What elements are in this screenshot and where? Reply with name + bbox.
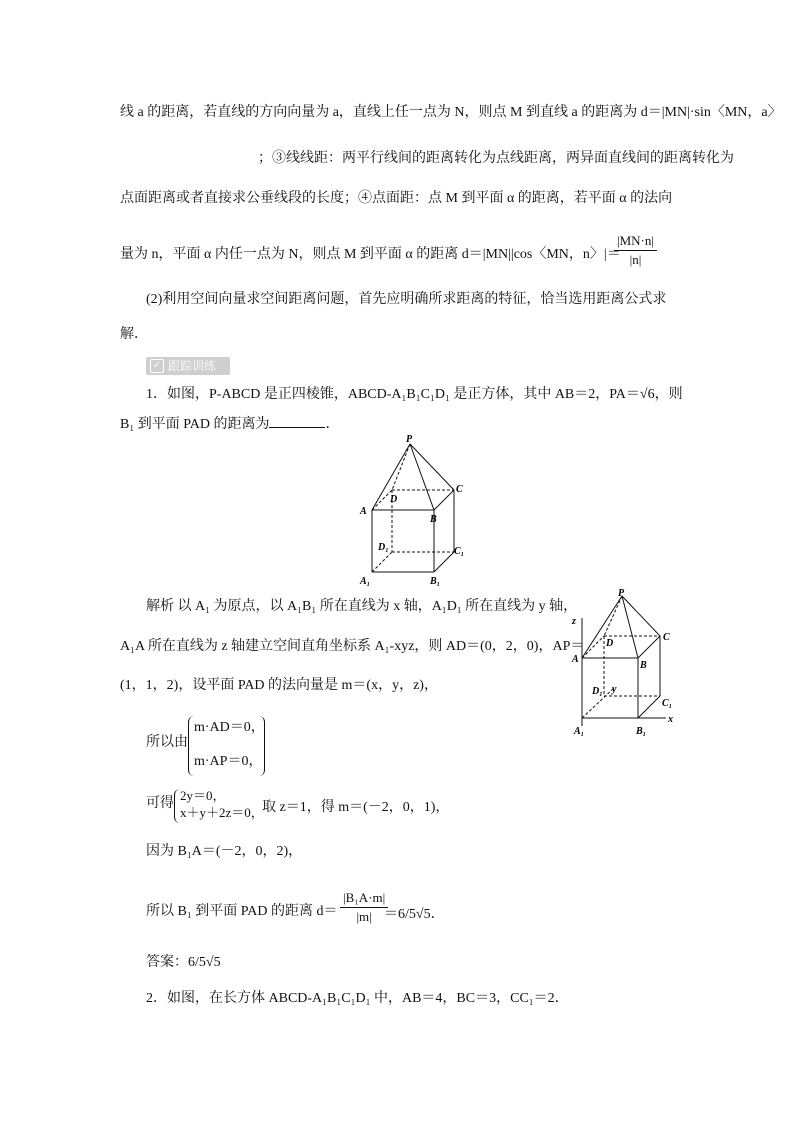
solution-line-1: 解析 以 A₁ 为原点，以 A₁B₁ 所在直线为 x 轴，A₁D₁ 所在直线为 y 轴， [146, 599, 578, 614]
fig2-label-D: D [606, 638, 614, 649]
figure-2 [570, 588, 680, 738]
fig1-label-D1: D₁ [378, 542, 389, 553]
answer-line [146, 953, 221, 973]
fig2-label-y: y [612, 684, 617, 695]
fig1-label-A: A [360, 506, 367, 517]
fig2-label-B1: B₁ [636, 726, 647, 737]
fig1-label-A1: A₁ [360, 576, 371, 587]
fig1-label-B1: B₁ [430, 576, 441, 587]
tracking-practice-badge [146, 357, 230, 375]
system-1-eq-2: m·AP＝0， [194, 754, 263, 769]
problem-1-text: B₁ 到平面 PAD 的距离为 [120, 417, 270, 432]
paragraph-2-line-1: (2)利用空间向量求空间距离问题，首先应明确所求距离的特征，恰当选用距离公式求 [146, 292, 667, 307]
fig2-label-B: B [640, 660, 647, 671]
problem-2-line: 2．如图，在长方体 ABCD-A₁B₁C₁D₁ 中，AB＝4，BC＝3，CC₁＝2． [146, 991, 569, 1006]
text-line-1: 线 a 的距离，若直线的方向向量为 a，直线上任一点为 N，则点 M 到直线 a 的距离为 d＝|MN|·sin〈MN，a〉 [120, 105, 782, 120]
text-line-3: 点面距离或者直接求公垂线段的长度；④点面距：点 M 到平面 α 的距离，若平面 α 的法向 [120, 191, 673, 206]
fig2-label-x: x [668, 714, 673, 725]
fig1-label-C1: C₁ [454, 546, 465, 557]
answer-value: 6/5√5 [188, 955, 221, 970]
text-line-4: 量为 n，平面 α 内任一点为 N，则点 M 到平面 α 的距离 d＝|MN||cos〈MN，n〉|＝ [120, 247, 621, 262]
fig2-label-D1: D₁ [592, 686, 603, 697]
problem-1-line-1: 1．如图，P-ABCD 是正四棱锥，ABCD-A₁B₁C₁D₁ 是正方体，其中 AB＝2，PA＝√6，则 [146, 387, 683, 402]
fig1-label-P: P [406, 434, 413, 445]
distance-line-prefix: 所以 B₁ 到平面 PAD 的距离 d＝ [146, 904, 338, 919]
text-line-2: ；③线线距：两平行线间的距离转化为点线距离，两异面直线间的距离转化为 [258, 151, 734, 166]
distance-result: ＝6/5√5． [384, 907, 445, 922]
paragraph-2-line-2: 解． [120, 327, 148, 342]
fraction-numerator: |MN·n| [614, 232, 657, 251]
fig1-label-D: D [390, 494, 398, 505]
fig2-label-P: P [618, 588, 625, 599]
problem-1-line-2: B₁ 到平面 PAD 的距离为 ． [120, 413, 339, 435]
fig1-label-C: C [456, 484, 463, 495]
fig2-label-z: z [572, 616, 576, 627]
fig2-label-A: A [572, 654, 579, 665]
fig2-label-A1: A₁ [574, 726, 585, 737]
badge-label: 跟踪训练 [168, 359, 217, 373]
solution-line-3: (1，1，2)，设平面 PAD 的法向量是 m＝(x，y，z)， [120, 678, 438, 693]
so-by-label: 所以由 [146, 735, 188, 750]
distance-formula-fraction [614, 232, 657, 269]
figure-1 [350, 432, 470, 592]
can-get-label: 可得 [146, 796, 174, 811]
system-2-eq-1: 2y＝0， [180, 788, 226, 803]
system-1-eq-1: m·AD＝0， [194, 720, 265, 735]
take-z-text: 取 z＝1，得 m＝(－2，0，1)， [262, 800, 450, 815]
distance-denominator: |m| [356, 909, 372, 924]
answer-blank[interactable] [269, 413, 325, 428]
fig2-label-C: C [663, 632, 670, 643]
check-icon: ✓ [150, 359, 164, 373]
distance-numerator: |B₁A·m| [340, 889, 388, 908]
fig2-label-C1: C₁ [662, 698, 673, 709]
distance-fraction [340, 889, 388, 926]
answer-label: 答案： [146, 955, 188, 970]
system-2-eq-2: x＋y＋2z＝0， [180, 805, 264, 820]
fig1-label-B: B [430, 514, 437, 525]
because-line: 因为 B₁A＝(－2，0，2)， [146, 844, 303, 859]
fraction-denominator: |n| [629, 252, 642, 267]
solution-line-2: A₁A 所在直线为 z 轴建立空间直角坐标系 A₁-xyz，则 AD＝(0，2，0)，AP＝ [120, 639, 585, 654]
